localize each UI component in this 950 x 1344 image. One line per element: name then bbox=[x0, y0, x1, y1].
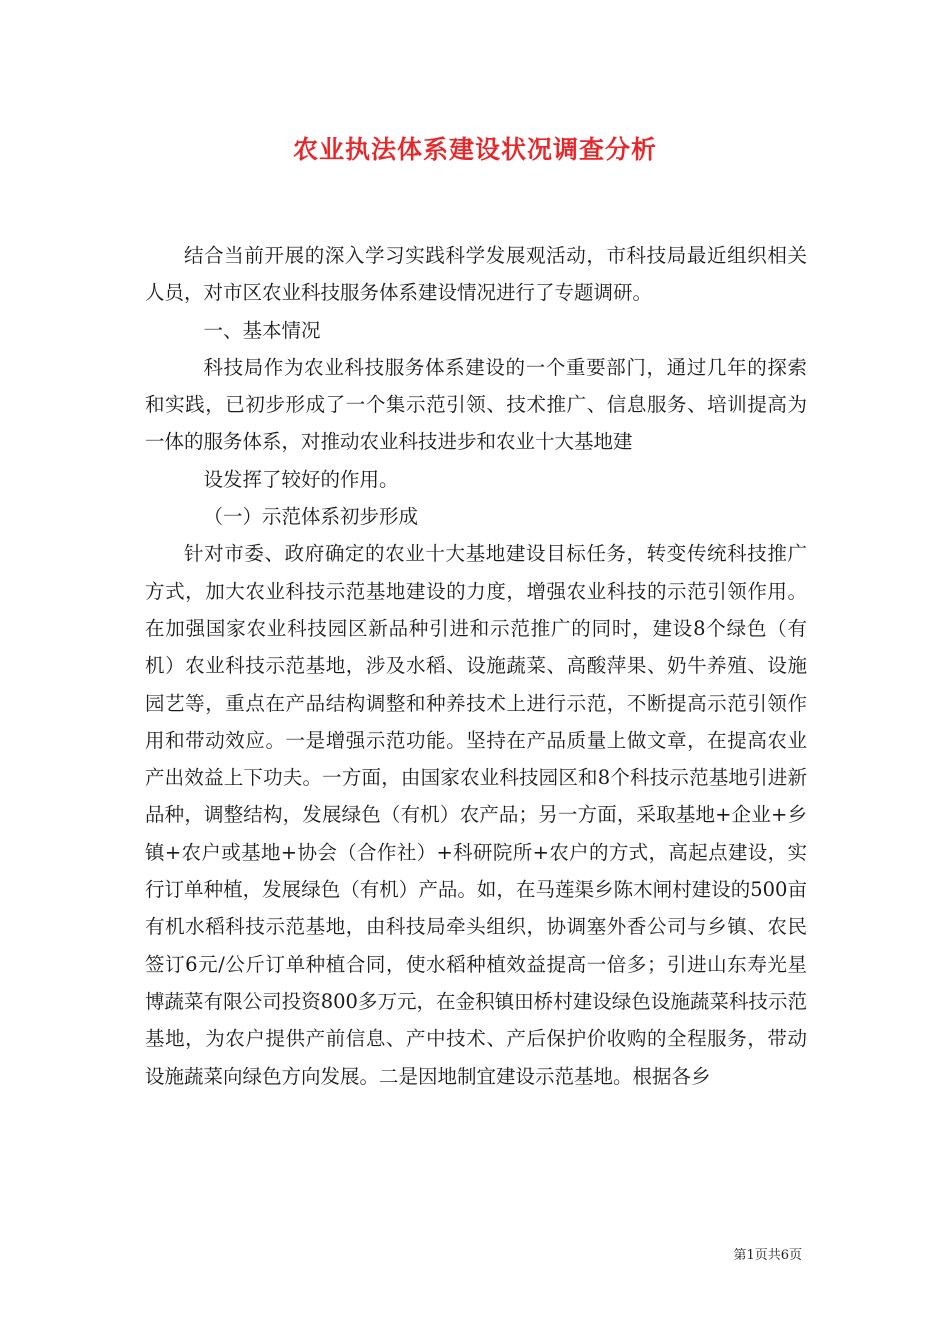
subsection-heading-demonstration-system: （一）示范体系初步形成 bbox=[203, 505, 419, 529]
document-body bbox=[145, 237, 807, 1095]
page-number: 第1页共6页 bbox=[733, 1248, 802, 1263]
paragraph-demonstration-details: 针对市委、政府确定的农业十大基地建设目标任务，转变传统科技推广方式，加大农业科技示范基地建设的力度，增强农业科技的示范引领作用。在加强国家农业科技园区新品种引进和示范推广的同时，建设8个绿色（有机）农业科技示范基地，涉及水稻、设施蔬菜、高酸萍果、奶牛养殖、设施园艺等，重点在产品结构调整和种养技术上进行示范，不断提高示范引领作用和带动效应。一是增强示范功能。坚持在产品质量上做文章，在提高农业产出效益上下功夫。一方面，由国家农业科技园区和8个科技示范基地引进新品种，调整结构，发展绿色（有机）农产品；另一方面，采取基地+企业+乡镇+农户或基地+协会（合作社）+科研院所+农户的方式，高起点建设，实行订单种植，发展绿色（有机）产品。如，在马莲渠乡陈木闸村建设的500亩有机水稻科技示范基地，由科技局牵头组织，协调塞外香公司与乡镇、农民签订6元/公斤订单种植合同，使水稻种植效益提高一倍多；引进山东寿光星博蔬菜有限公司投资800多万元，在金积镇田桥村建设绿色设施蔬菜科技示范基地，为农户提供产前信息、产中技术、产后保护价收购的全程服务，带动设施蔬菜向绿色方向发展。二是因地制宜建设示范基地。根据各乡 bbox=[145, 542, 807, 1088]
paragraph-intro: 结合当前开展的深入学习实践科学发展观活动，市科技局最近组织相关人员，对市区农业科技服务体系建设情况进行了专题调研。 bbox=[145, 244, 807, 305]
section-heading-basic-situation: 一、基本情况 bbox=[203, 318, 321, 342]
document-title: 农业执法体系建设状况调查分析 bbox=[292, 135, 657, 164]
paragraph-overview: 科技局作为农业科技服务体系建设的一个重要部门，通过几年的探索和实践，已初步形成了一个集示范引领、技术推广、信息服务、培训提高为一体的服务体系，对推动农业科技进步和农业十大基地建 bbox=[145, 355, 807, 454]
paragraph-overview-continued: 设发挥了较好的作用。 bbox=[203, 467, 399, 491]
